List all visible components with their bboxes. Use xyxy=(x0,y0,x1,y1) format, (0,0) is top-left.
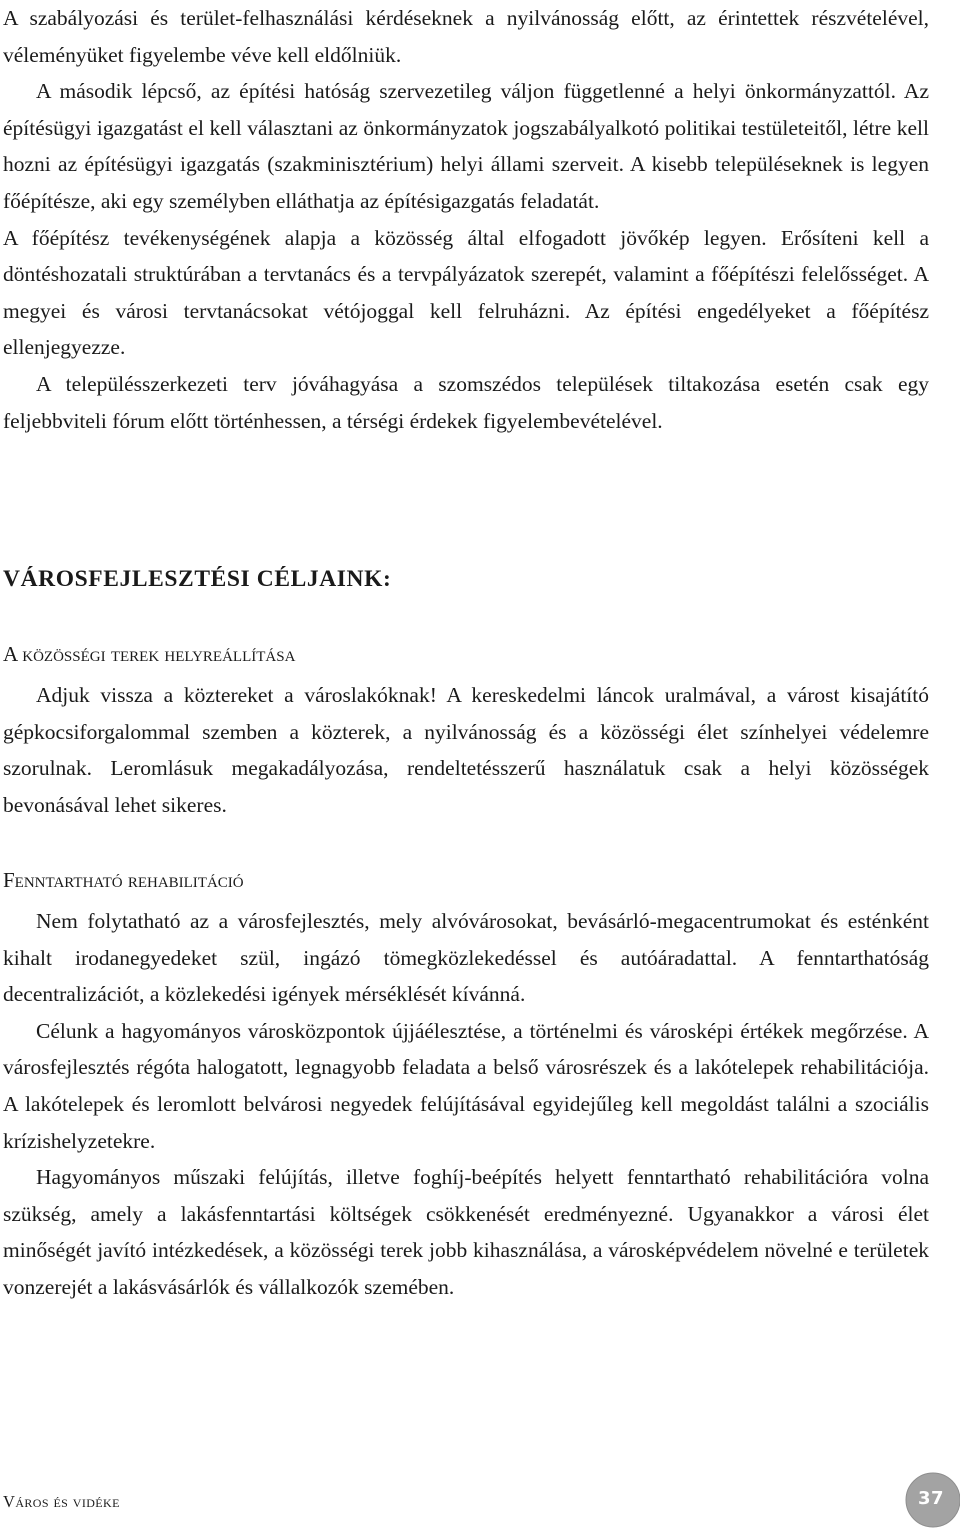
paragraph: Nem folytatható az a városfejlesztés, mely alvóvárosokat, bevásárló-megacentrumokat és esténként kihalt irodanegyedeket szül, ingázó tömegközlekedéssel és autóáradattal. A fenntarthatóság decentralizációt, a közlekedési igények mérséklését kívánná. xyxy=(3,909,929,1007)
sustainable-rehabilitation-text xyxy=(3,903,929,1306)
paragraph: Célunk a hagyományos városközpontok újjáélesztése, a történelmi és városképi értékek megőrzése. A városfejlesztés régóta halogatott, legnagyobb feladata a belső városrészek és a lakótelepek rehabilitációja. A lakótelepek és leromlott belvárosi negyedek felújításával egyidejűleg kell megoldást találni a szociális krízishelyzetekre. xyxy=(3,1018,929,1153)
paragraph: Hagyományos műszaki felújítás, illetve foghíj-beépítés helyett fenntartható rehabilitációra volna szükség, amely a lakásfenntartási költségek csökkenését eredményezné. Ugyanakkor a városi élet minőségét javító intézkedések, a közösségi terek jobb kihasználása, a városképvédelem növelné e területek vonzerejét a lakásvásárlók és vállalkozók szemében. xyxy=(3,1165,929,1299)
paragraph: A második lépcső, az építési hatóság szervezetileg váljon függetlenné a helyi önkormányzattól. Az építésügyi igazgatást el kell választani az önkormányzatok jogszabályalkotó politikai testületeitől, létre kell hozni az építésügyi igazgatás (szakminisztérium) helyi állami szerveit. A kisebb településeknek is legyen főépítésze, aki egy személyben elláthatja az építésigazgatás feladatát. xyxy=(3,79,929,213)
paragraph: Adjuk vissza a köztereket a városlakóknak! A kereskedelmi láncok uralmával, a várost kisajátító gépkocsiforgalommal szemben a közterek, a nyilvánosság és a közösségi élet színhelyei védelemre szorulnak. Leromlásuk megakadályozása, rendeltetésszerű használatuk csak a helyi közösségek bevonásával lehet sikeres. xyxy=(3,683,929,817)
page-number: 37 xyxy=(917,1488,945,1509)
footer-title: Város és vidéke xyxy=(3,1492,120,1511)
section-heading: VÁROSFEJLESZTÉSI CÉLJAINK: xyxy=(3,566,392,592)
paragraph: A főépítész tevékenységének alapja a közösség által elfogadott jövőkép legyen. Erősíteni kell a döntéshozatali struktúrában a tervtanács és a tervpályázatok szerepét, valamint a főépítészi felelősséget. A megyei és városi tervtanácsokat vétójoggal kell felruházni. Az építési engedélyeket a főépítész ellenjegyezze. xyxy=(3,225,929,360)
paragraph: A településszerkezeti terv jóváhagyása a szomszédos települések tiltakozása esetén csak egy feljebbviteli fórum előtt történhessen, a térségi érdekek figyelembevételével. xyxy=(3,371,929,433)
page-number-badge xyxy=(900,1470,960,1529)
intro-text-block xyxy=(3,0,929,439)
community-spaces-text xyxy=(3,677,929,823)
subheading-community-spaces: A közösségi terek helyreállítása xyxy=(3,642,296,666)
subheading-sustainable-rehabilitation: Fenntartható rehabilitáció xyxy=(3,868,244,892)
paragraph: A szabályozási és terület-felhasználási kérdéseknek a nyilvánosság előtt, az érintettek részvételével, véleményüket figyelembe véve kell eldőlniük. xyxy=(3,6,929,67)
